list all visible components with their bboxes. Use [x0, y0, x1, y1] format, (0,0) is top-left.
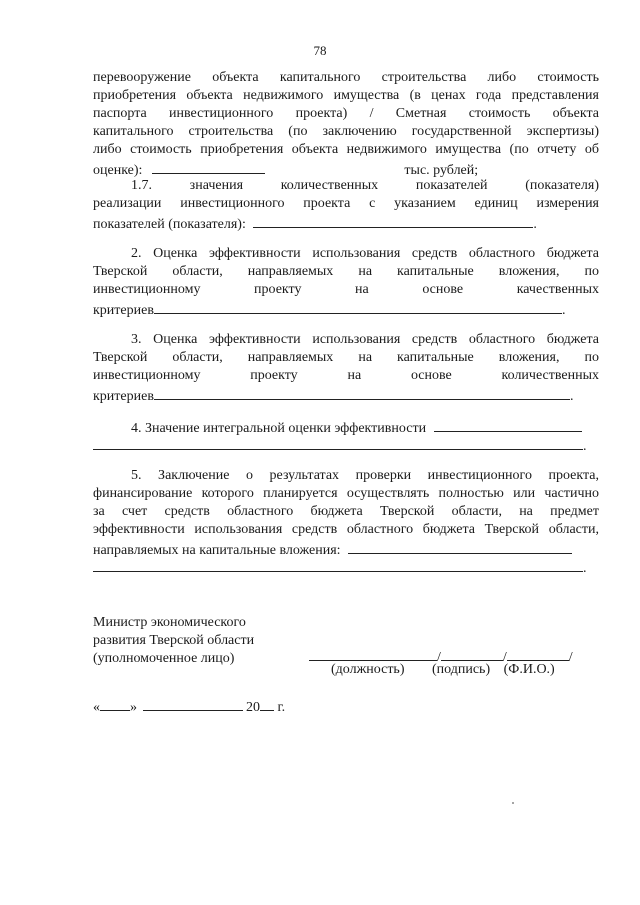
text-line: инвестиционному проекту на основе количественных	[93, 368, 599, 383]
conclusion-line-2	[93, 557, 599, 575]
position-label: (должность)	[331, 662, 405, 677]
qualitative-line	[93, 299, 599, 317]
slash: /	[502, 650, 507, 665]
scan-speck	[512, 802, 514, 804]
name-blank[interactable]	[507, 646, 569, 661]
text-line: эффективности использования средств областного бюджета Тверской области,	[93, 522, 599, 537]
paragraph-1-7	[93, 177, 599, 231]
indicators-line	[93, 213, 599, 231]
period: .	[583, 561, 587, 576]
period: .	[533, 217, 537, 232]
text-line: 5. Заключение о результатах проверки инвестиционного проекта,	[131, 468, 599, 483]
year-suffix: г.	[277, 700, 286, 715]
paragraph-5	[93, 467, 599, 575]
conclusion-blank-2[interactable]	[93, 557, 583, 572]
integral-blank-2[interactable]	[93, 435, 583, 450]
text-line: финансирование которого планируется осуществлять полностью или частично	[93, 486, 599, 501]
signatory-line: развития Тверской области	[93, 633, 255, 648]
day-blank[interactable]	[100, 696, 130, 711]
indicators-blank[interactable]	[253, 213, 533, 228]
paragraph-3	[93, 331, 599, 403]
conclusion-blank[interactable]	[348, 539, 572, 554]
text-line: перевооружение объекта капитального строительства либо стоимость	[93, 70, 599, 85]
text-line: приобретения объекта недвижимого имущества (в ценах года представления	[93, 88, 599, 103]
position-blank[interactable]	[309, 646, 437, 661]
text-line: инвестиционному проекту на основе качественных	[93, 282, 599, 297]
text-line: за счет средств областного бюджета Тверской области, на предмет	[93, 504, 599, 519]
year-blank[interactable]	[260, 696, 274, 711]
cost-blank[interactable]	[152, 159, 265, 174]
quantitative-criteria-blank[interactable]	[154, 385, 570, 400]
integral-blank[interactable]	[434, 417, 582, 432]
integral-line	[93, 417, 599, 435]
text-line: паспорта инвестиционного проекта) / Сметная стоимость объекта	[93, 106, 599, 121]
signatory-line: (уполномоченное лицо)	[93, 651, 235, 666]
period: .	[569, 389, 574, 404]
period: .	[561, 303, 566, 318]
criteria-label: критериев	[93, 389, 154, 404]
name-label: (Ф.И.О.)	[503, 662, 555, 677]
qualitative-criteria-blank[interactable]	[154, 299, 562, 314]
text-line: либо стоимость приобретения объекта недвижимого имущества (по отчету об	[93, 142, 599, 157]
period: .	[583, 439, 587, 454]
paragraph-2	[93, 245, 599, 317]
text-line: реализации инвестиционного проекта с указанием единиц измерения	[93, 196, 599, 211]
criteria-label: критериев	[93, 303, 154, 318]
page-number: 78	[313, 43, 327, 58]
open-quote: «	[93, 700, 100, 715]
integral-line-2	[93, 435, 599, 453]
signature-labels	[331, 662, 555, 678]
unit-label: тыс. рублей;	[404, 163, 479, 178]
sign-blank[interactable]	[441, 646, 503, 661]
signatory-line: Министр экономического	[93, 615, 246, 630]
year-prefix: 20	[246, 700, 260, 715]
indicators-label: показателей (показателя):	[93, 217, 246, 232]
paragraph-4	[93, 417, 599, 453]
date-line	[93, 696, 285, 716]
text-line: Тверской области, направляемых на капитальные вложения, по	[93, 264, 599, 279]
integral-label: 4. Значение интегральной оценки эффективности	[131, 421, 427, 436]
sign-label: (подпись)	[431, 662, 491, 677]
conclusion-label: направляемых на капитальные вложения:	[93, 543, 341, 558]
text-line: 3. Оценка эффективности использования средств областного бюджета	[131, 332, 599, 347]
text-line: Тверской области, направляемых на капитальные вложения, по	[93, 350, 599, 365]
signatory-block	[93, 614, 254, 668]
conclusion-line	[93, 539, 599, 557]
slash: /	[568, 650, 573, 665]
paragraph-cost	[93, 69, 599, 177]
quantitative-line	[93, 385, 599, 403]
cost-label: оценке):	[93, 163, 143, 178]
month-blank[interactable]	[143, 696, 243, 711]
text-line: 2. Оценка эффективности использования средств областного бюджета	[131, 246, 599, 261]
text-line: капитального строительства (по заключению государственной экспертизы)	[93, 124, 599, 139]
text-line: 1.7. значения количественных показателей (показателя)	[131, 178, 599, 193]
cost-line	[93, 159, 599, 177]
slash: /	[437, 650, 441, 665]
close-quote: »	[130, 700, 137, 715]
